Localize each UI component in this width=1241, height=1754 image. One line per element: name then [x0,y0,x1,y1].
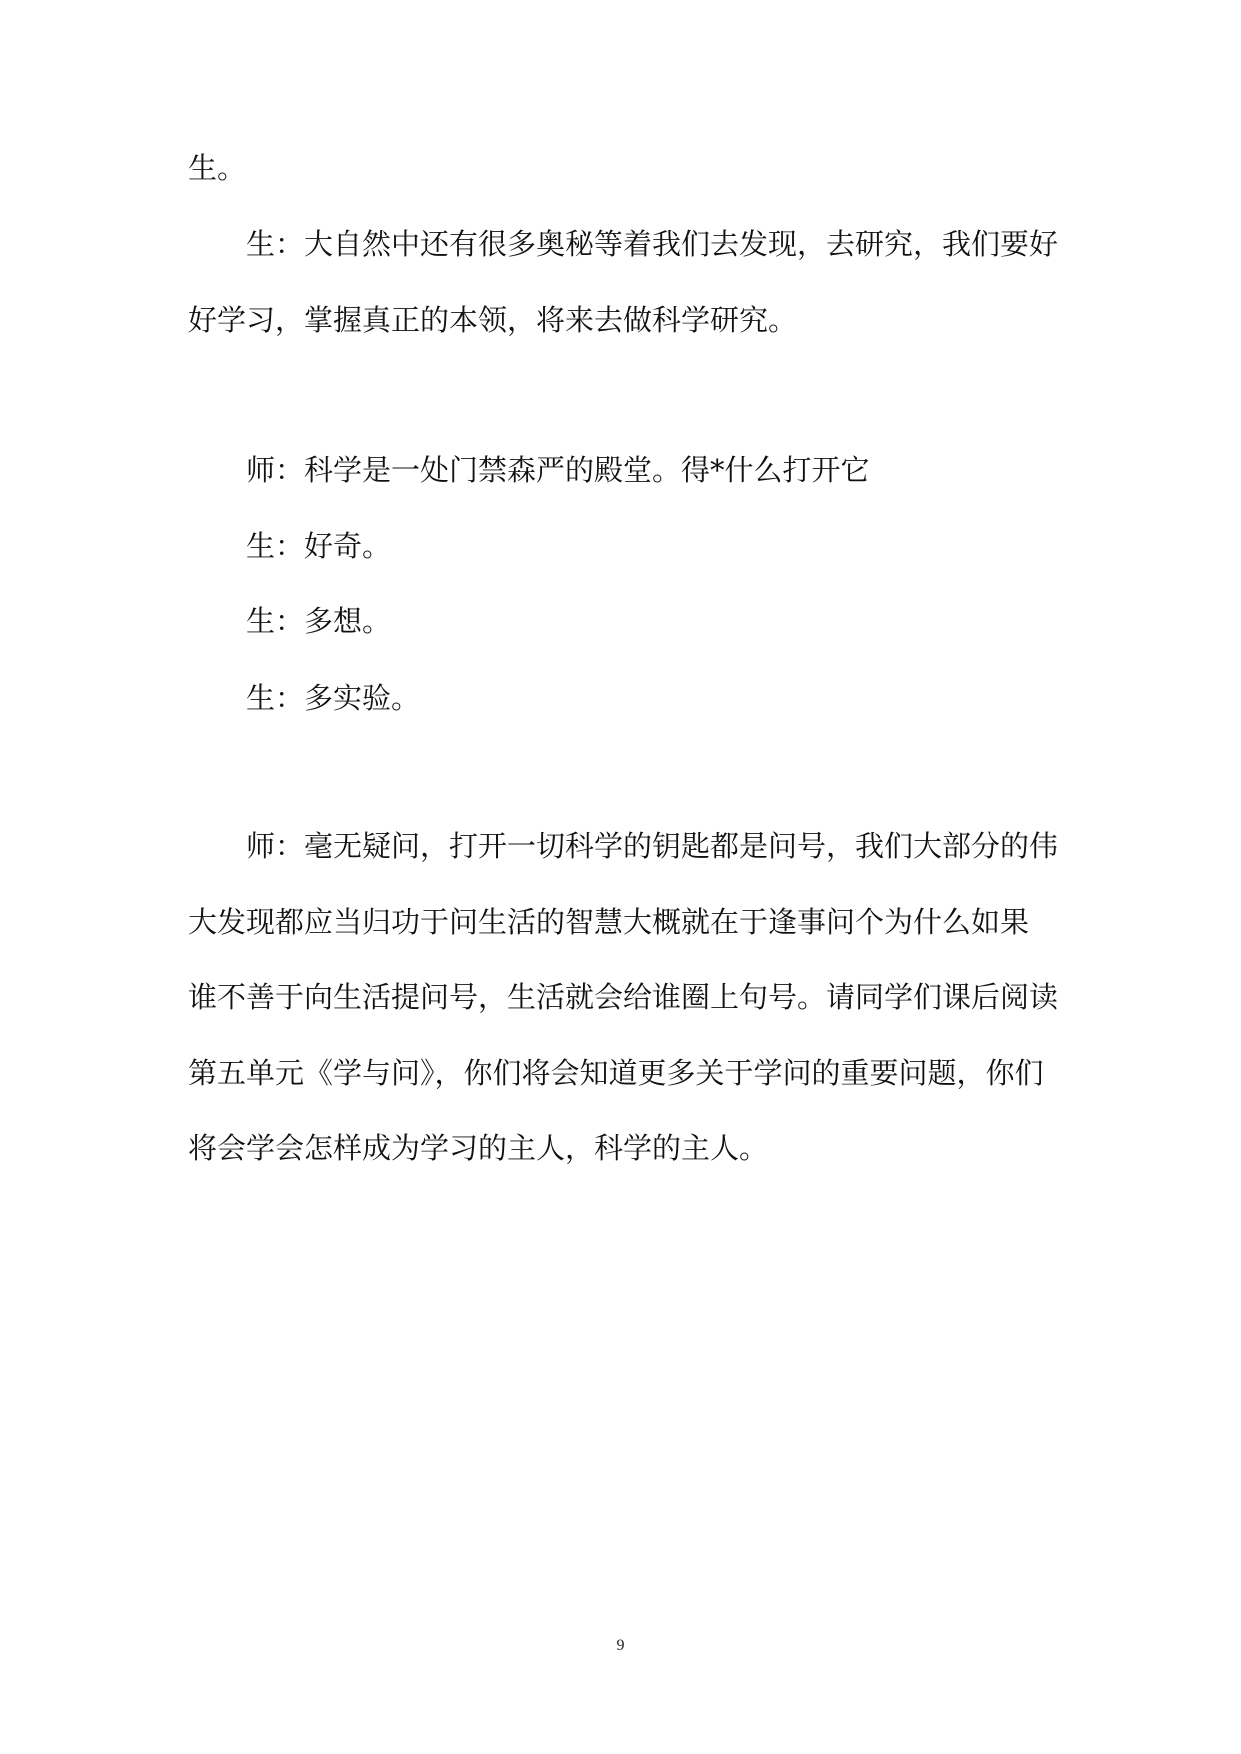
paragraph-line: 大发现都应当归功于问生活的智慧大概就在于逢事问个为什么如果 [188,905,1030,939]
paragraph-line: 将会学会怎样成为学习的主人，科学的主人。 [188,1131,769,1165]
paragraph-line: 生：好奇。 [246,529,392,563]
paragraph-line: 生：大自然中还有很多奥秘等着我们去发现，去研究，我们要好 [246,227,1059,261]
paragraph-line: 好学习，掌握真正的本领，将来去做科学研究。 [188,303,798,337]
paragraph-line: 师：毫无疑问，打开一切科学的钥匙都是问号，我们大部分的伟 [246,829,1059,863]
paragraph-line: 师：科学是一处门禁森严的殿堂。得*什么打开它 [246,453,870,487]
paragraph-line: 生：多想。 [246,604,392,638]
paragraph-line: 生。 [188,151,247,185]
paragraph-line: 谁不善于向生活提问号，生活就会给谁圈上句号。请同学们课后阅读 [188,980,1059,1014]
paragraph-line: 第五单元《学与问》，你们将会知道更多关于学问的重要问题，你们 [188,1056,1044,1090]
paragraph-line: 生：多实验。 [246,681,421,715]
page-number: 9 [616,1637,625,1654]
